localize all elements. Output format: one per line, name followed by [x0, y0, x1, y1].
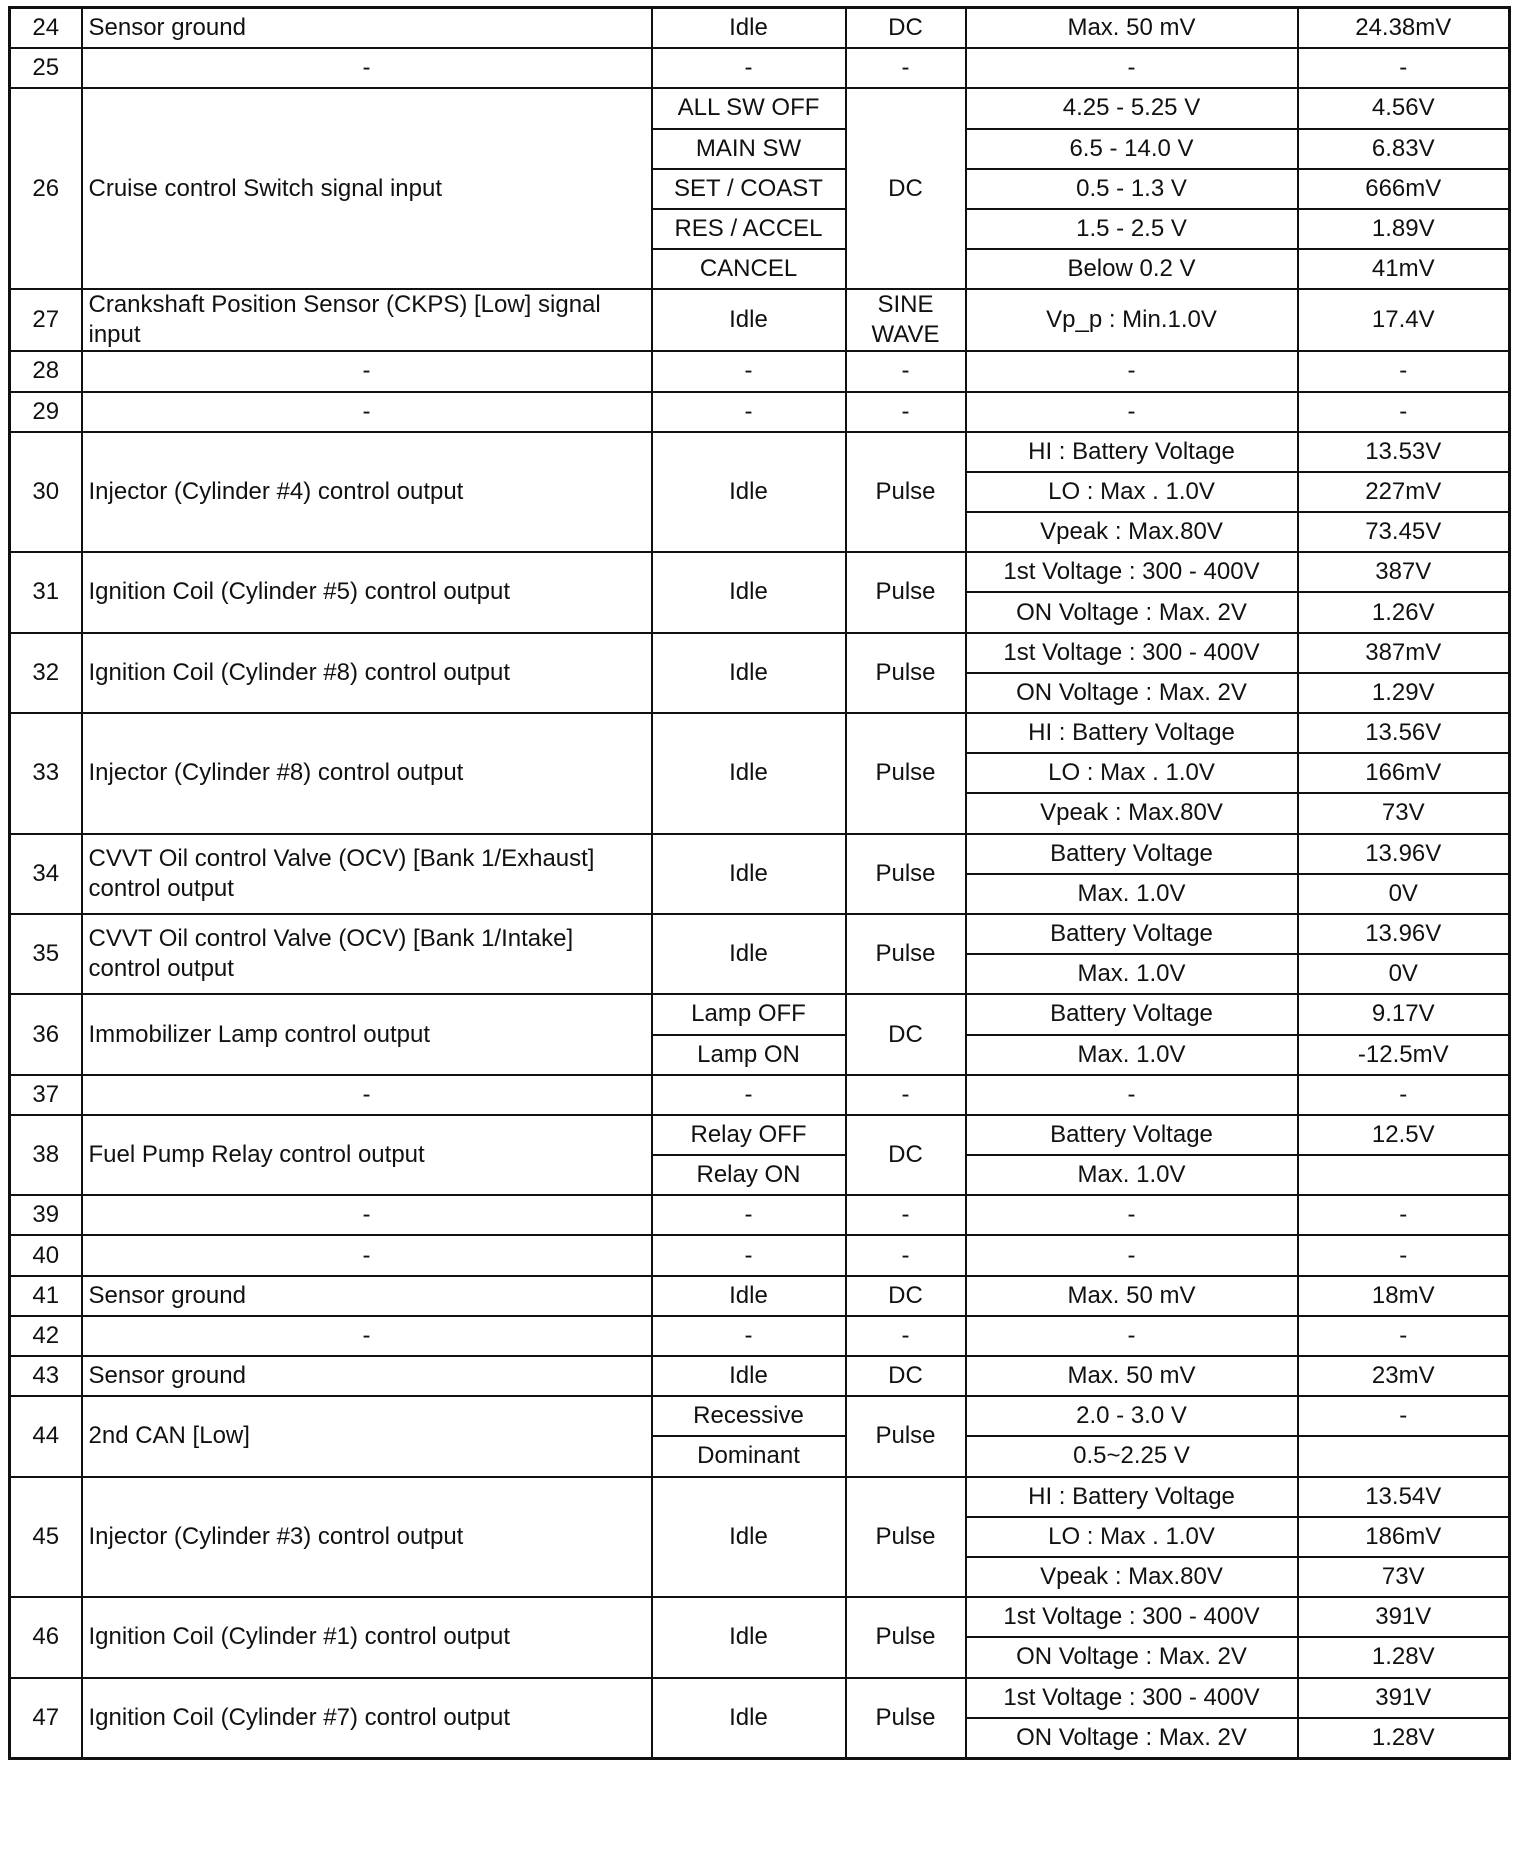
pin-description: - — [82, 1316, 652, 1356]
table-row — [10, 1356, 1510, 1396]
pin-description: Crankshaft Position Sensor (CKPS) [Low] signal input — [82, 289, 652, 351]
spec-value: - — [966, 1195, 1298, 1235]
table-row — [10, 994, 1510, 1034]
measured-value: 73V — [1298, 1557, 1510, 1597]
condition-cell: Idle — [652, 432, 846, 553]
spec-value: ON Voltage : Max. 2V — [966, 592, 1298, 632]
table-row — [10, 633, 1510, 673]
signal-type: - — [846, 392, 966, 432]
spec-value: 1st Voltage : 300 - 400V — [966, 633, 1298, 673]
measured-value: 73.45V — [1298, 512, 1510, 552]
pin-number: 44 — [10, 1396, 82, 1476]
measured-value: 227mV — [1298, 472, 1510, 512]
measured-value: 391V — [1298, 1678, 1510, 1718]
measured-value: -12.5mV — [1298, 1035, 1510, 1075]
signal-type: - — [846, 1075, 966, 1115]
pin-description: Ignition Coil (Cylinder #7) control output — [82, 1678, 652, 1759]
measured-value: 13.96V — [1298, 914, 1510, 954]
table-row — [10, 48, 1510, 88]
measured-value: 23mV — [1298, 1356, 1510, 1396]
measured-value: 666mV — [1298, 169, 1510, 209]
spec-value: - — [966, 392, 1298, 432]
pin-description: - — [82, 1195, 652, 1235]
spec-value: Max. 50 mV — [966, 1356, 1298, 1396]
spec-value: HI : Battery Voltage — [966, 432, 1298, 472]
measured-value: 1.28V — [1298, 1718, 1510, 1759]
pin-description: Fuel Pump Relay control output — [82, 1115, 652, 1195]
signal-type: Pulse — [846, 834, 966, 914]
condition-cell: CANCEL — [652, 249, 846, 289]
measured-value: 1.29V — [1298, 673, 1510, 713]
spec-value: 4.25 - 5.25 V — [966, 88, 1298, 128]
spec-value: Vp_p : Min.1.0V — [966, 289, 1298, 351]
measured-value: 0V — [1298, 954, 1510, 994]
spec-value: Vpeak : Max.80V — [966, 1557, 1298, 1597]
measured-value: 9.17V — [1298, 994, 1510, 1034]
pin-description: - — [82, 1075, 652, 1115]
condition-cell: Relay ON — [652, 1155, 846, 1195]
condition-cell: Idle — [652, 914, 846, 994]
pin-description: Immobilizer Lamp control output — [82, 994, 652, 1074]
spec-value: Battery Voltage — [966, 994, 1298, 1034]
spec-value: - — [966, 351, 1298, 391]
table-row — [10, 1195, 1510, 1235]
spec-value: Battery Voltage — [966, 1115, 1298, 1155]
table-row — [10, 713, 1510, 753]
pin-number: 41 — [10, 1276, 82, 1316]
condition-cell: Idle — [652, 713, 846, 834]
signal-type: - — [846, 48, 966, 88]
pin-number: 46 — [10, 1597, 82, 1677]
signal-type: DC — [846, 1276, 966, 1316]
condition-cell: Idle — [652, 552, 846, 632]
spec-value: - — [966, 1235, 1298, 1275]
spec-value: 2.0 - 3.0 V — [966, 1396, 1298, 1436]
pin-number: 24 — [10, 8, 82, 49]
pin-number: 43 — [10, 1356, 82, 1396]
table-row — [10, 1396, 1510, 1436]
spec-value: Below 0.2 V — [966, 249, 1298, 289]
measured-value: 13.96V — [1298, 834, 1510, 874]
condition-cell: Idle — [652, 8, 846, 49]
measured-value: 391V — [1298, 1597, 1510, 1637]
condition-cell: Idle — [652, 1678, 846, 1759]
table-row — [10, 1276, 1510, 1316]
measured-value: 18mV — [1298, 1276, 1510, 1316]
measured-value: 4.56V — [1298, 88, 1510, 128]
condition-cell: MAIN SW — [652, 129, 846, 169]
pin-description: Injector (Cylinder #4) control output — [82, 432, 652, 553]
pin-number: 26 — [10, 88, 82, 289]
signal-type: - — [846, 1316, 966, 1356]
measured-value: 166mV — [1298, 753, 1510, 793]
condition-cell: Idle — [652, 289, 846, 351]
measured-value: 17.4V — [1298, 289, 1510, 351]
signal-type: DC — [846, 1356, 966, 1396]
pin-number: 28 — [10, 351, 82, 391]
measured-value: 24.38mV — [1298, 8, 1510, 49]
spec-value: ON Voltage : Max. 2V — [966, 1718, 1298, 1759]
measured-value: - — [1298, 351, 1510, 391]
pin-description: Ignition Coil (Cylinder #1) control output — [82, 1597, 652, 1677]
signal-type: - — [846, 1235, 966, 1275]
spec-value: Vpeak : Max.80V — [966, 512, 1298, 552]
condition-cell: Lamp ON — [652, 1035, 846, 1075]
signal-type: - — [846, 1195, 966, 1235]
pin-description: 2nd CAN [Low] — [82, 1396, 652, 1476]
pin-description: Sensor ground — [82, 1276, 652, 1316]
spec-value: 0.5~2.25 V — [966, 1436, 1298, 1476]
pin-number: 34 — [10, 834, 82, 914]
pin-number: 35 — [10, 914, 82, 994]
condition-cell: Idle — [652, 633, 846, 713]
table-row — [10, 1597, 1510, 1637]
condition-cell: Idle — [652, 834, 846, 914]
condition-cell: RES / ACCEL — [652, 209, 846, 249]
pin-number: 45 — [10, 1477, 82, 1598]
pin-number: 38 — [10, 1115, 82, 1195]
measured-value: 13.53V — [1298, 432, 1510, 472]
table-row — [10, 1678, 1510, 1718]
condition-cell: Lamp OFF — [652, 994, 846, 1034]
signal-type: Pulse — [846, 552, 966, 632]
condition-cell: - — [652, 351, 846, 391]
spec-value: 1.5 - 2.5 V — [966, 209, 1298, 249]
pin-number: 40 — [10, 1235, 82, 1275]
spec-value: LO : Max . 1.0V — [966, 472, 1298, 512]
measured-value: - — [1298, 48, 1510, 88]
spec-value: Max. 1.0V — [966, 1155, 1298, 1195]
condition-cell: - — [652, 1235, 846, 1275]
measured-value: 387mV — [1298, 633, 1510, 673]
spec-value: 1st Voltage : 300 - 400V — [966, 552, 1298, 592]
pin-number: 32 — [10, 633, 82, 713]
measured-value: - — [1298, 1316, 1510, 1356]
pin-number: 47 — [10, 1678, 82, 1759]
table-row — [10, 1477, 1510, 1517]
condition-cell: - — [652, 1316, 846, 1356]
condition-cell: ALL SW OFF — [652, 88, 846, 128]
pin-description: Injector (Cylinder #8) control output — [82, 713, 652, 834]
measured-value — [1298, 1436, 1510, 1476]
signal-type: Pulse — [846, 432, 966, 553]
measured-value: - — [1298, 1075, 1510, 1115]
measured-value: 1.28V — [1298, 1637, 1510, 1677]
signal-type: Pulse — [846, 1678, 966, 1759]
condition-cell: SET / COAST — [652, 169, 846, 209]
pin-number: 25 — [10, 48, 82, 88]
signal-type: Pulse — [846, 1396, 966, 1476]
spec-value: 1st Voltage : 300 - 400V — [966, 1597, 1298, 1637]
measured-value: 1.26V — [1298, 592, 1510, 632]
spec-value: HI : Battery Voltage — [966, 713, 1298, 753]
condition-cell: Idle — [652, 1477, 846, 1598]
pin-description: CVVT Oil control Valve (OCV) [Bank 1/Exhaust] control output — [82, 834, 652, 914]
measured-value: 12.5V — [1298, 1115, 1510, 1155]
signal-type: Pulse — [846, 633, 966, 713]
table-row — [10, 914, 1510, 954]
condition-cell: Idle — [652, 1276, 846, 1316]
pin-number: 30 — [10, 432, 82, 553]
measured-value: 41mV — [1298, 249, 1510, 289]
condition-cell: Idle — [652, 1356, 846, 1396]
condition-cell: - — [652, 1195, 846, 1235]
measured-value: 0V — [1298, 874, 1510, 914]
table-row — [10, 552, 1510, 592]
pin-table-wrapper — [8, 6, 1511, 1760]
condition-cell: - — [652, 1075, 846, 1115]
spec-value: ON Voltage : Max. 2V — [966, 673, 1298, 713]
ecm-pin-spec-table — [8, 6, 1511, 1760]
spec-value: Battery Voltage — [966, 834, 1298, 874]
signal-type: Pulse — [846, 914, 966, 994]
spec-value: - — [966, 48, 1298, 88]
pin-description: Ignition Coil (Cylinder #8) control output — [82, 633, 652, 713]
table-row — [10, 88, 1510, 128]
spec-value: LO : Max . 1.0V — [966, 753, 1298, 793]
table-row — [10, 834, 1510, 874]
signal-type: Pulse — [846, 1597, 966, 1677]
condition-cell: - — [652, 48, 846, 88]
measured-value: 186mV — [1298, 1517, 1510, 1557]
measured-value: 1.89V — [1298, 209, 1510, 249]
measured-value: - — [1298, 1195, 1510, 1235]
pin-description: - — [82, 1235, 652, 1275]
pin-description: - — [82, 392, 652, 432]
spec-value: 1st Voltage : 300 - 400V — [966, 1678, 1298, 1718]
spec-value: ON Voltage : Max. 2V — [966, 1637, 1298, 1677]
pin-number: 33 — [10, 713, 82, 834]
spec-value: Battery Voltage — [966, 914, 1298, 954]
signal-type: DC — [846, 1115, 966, 1195]
measured-value: 13.56V — [1298, 713, 1510, 753]
signal-type: Pulse — [846, 713, 966, 834]
pin-description: - — [82, 351, 652, 391]
measured-value: 73V — [1298, 793, 1510, 833]
pin-description: CVVT Oil control Valve (OCV) [Bank 1/Intake] control output — [82, 914, 652, 994]
spec-value: - — [966, 1316, 1298, 1356]
measured-value: - — [1298, 1235, 1510, 1275]
condition-cell: Dominant — [652, 1436, 846, 1476]
table-row — [10, 1075, 1510, 1115]
table-row — [10, 1235, 1510, 1275]
table-row — [10, 432, 1510, 472]
pin-number: 36 — [10, 994, 82, 1074]
spec-value: Max. 1.0V — [966, 874, 1298, 914]
table-row — [10, 392, 1510, 432]
pin-description: Injector (Cylinder #3) control output — [82, 1477, 652, 1598]
signal-type: - — [846, 351, 966, 391]
pin-description: Cruise control Switch signal input — [82, 88, 652, 289]
pin-number: 31 — [10, 552, 82, 632]
signal-type: Pulse — [846, 1477, 966, 1598]
signal-type: DC — [846, 8, 966, 49]
signal-type: DC — [846, 994, 966, 1074]
condition-cell: Recessive — [652, 1396, 846, 1436]
table-row — [10, 351, 1510, 391]
pin-description: Sensor ground — [82, 1356, 652, 1396]
pin-description: - — [82, 48, 652, 88]
measured-value — [1298, 1155, 1510, 1195]
measured-value: 6.83V — [1298, 129, 1510, 169]
measured-value: 387V — [1298, 552, 1510, 592]
spec-value: LO : Max . 1.0V — [966, 1517, 1298, 1557]
spec-value: Max. 1.0V — [966, 954, 1298, 994]
pin-description: Sensor ground — [82, 8, 652, 49]
table-row — [10, 1115, 1510, 1155]
pin-description: Ignition Coil (Cylinder #5) control output — [82, 552, 652, 632]
condition-cell: Relay OFF — [652, 1115, 846, 1155]
pin-number: 29 — [10, 392, 82, 432]
spec-value: Max. 1.0V — [966, 1035, 1298, 1075]
table-row — [10, 8, 1510, 49]
measured-value: 13.54V — [1298, 1477, 1510, 1517]
spec-value: 6.5 - 14.0 V — [966, 129, 1298, 169]
measured-value: - — [1298, 392, 1510, 432]
pin-number: 37 — [10, 1075, 82, 1115]
measured-value: - — [1298, 1396, 1510, 1436]
spec-value: Max. 50 mV — [966, 1276, 1298, 1316]
pin-number: 27 — [10, 289, 82, 351]
spec-value: Vpeak : Max.80V — [966, 793, 1298, 833]
spec-value: - — [966, 1075, 1298, 1115]
signal-type: DC — [846, 88, 966, 289]
signal-type: SINE WAVE — [846, 289, 966, 351]
spec-value: 0.5 - 1.3 V — [966, 169, 1298, 209]
pin-number: 42 — [10, 1316, 82, 1356]
pin-number: 39 — [10, 1195, 82, 1235]
table-body — [10, 8, 1510, 1759]
condition-cell: - — [652, 392, 846, 432]
table-row — [10, 1316, 1510, 1356]
spec-value: Max. 50 mV — [966, 8, 1298, 49]
condition-cell: Idle — [652, 1597, 846, 1677]
spec-value: HI : Battery Voltage — [966, 1477, 1298, 1517]
